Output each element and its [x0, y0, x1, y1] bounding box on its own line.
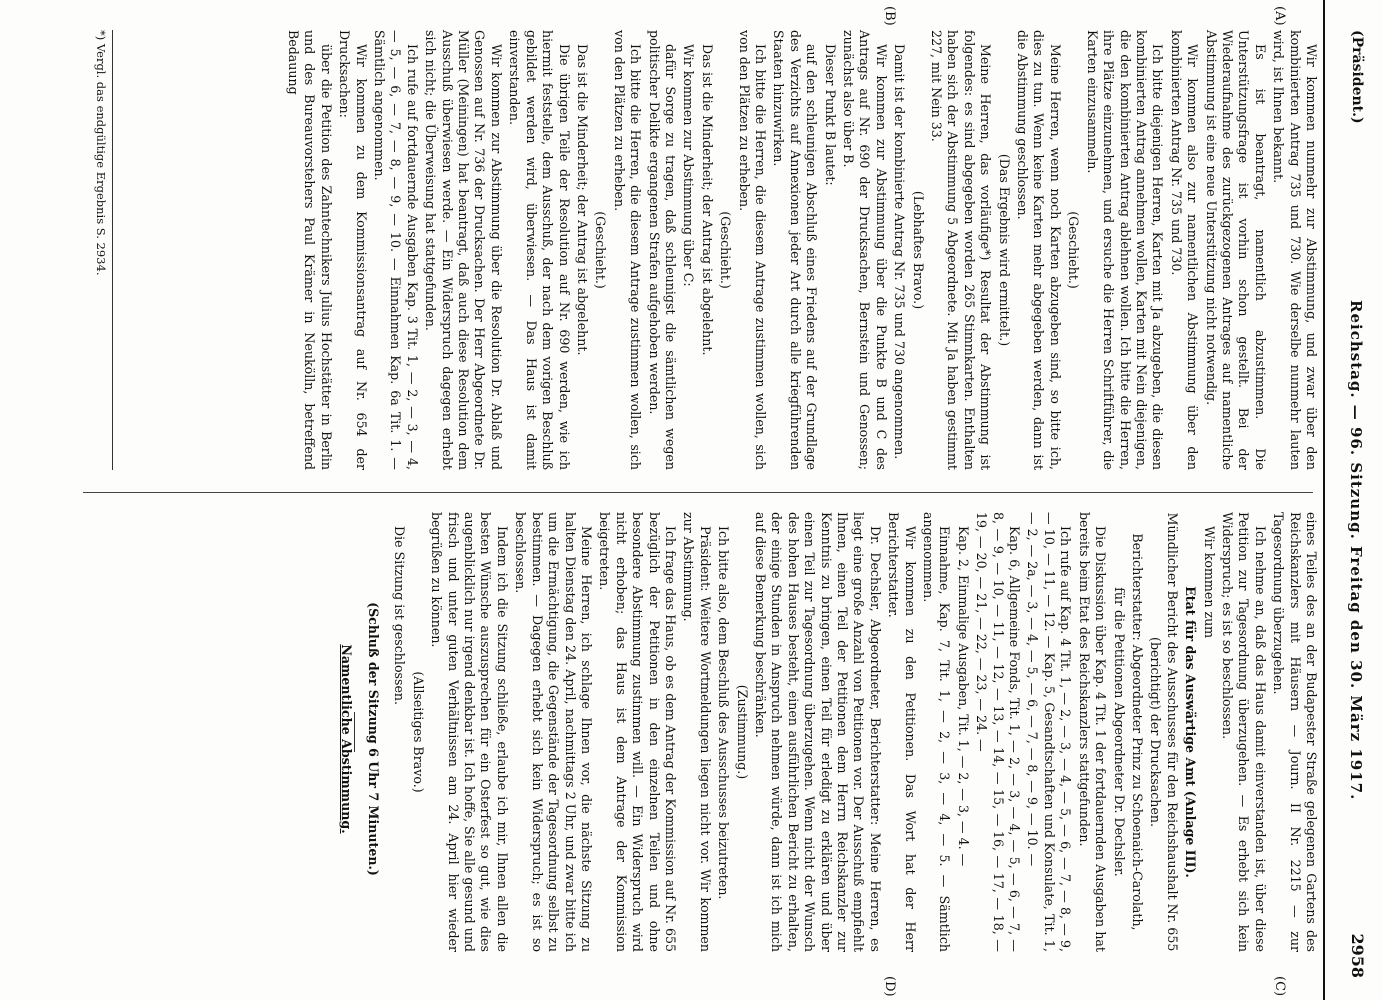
footnote: *) Vergl. das endgültige Ergebnis S. 2934.	[94, 30, 113, 470]
right-column-paragraph: Indem ich die Sitzung schließe, erlaube ich mir, Ihnen allen die besten Wünsche auszusprechen für ein Osterfest so gut, wie dies augenblicklich nur irgend denkbar ist. Ich hoffe, Sie alle gesund und frisch und unter guten Verhältnissen am 24. April hier wieder begrüßen zu können.	[429, 512, 510, 952]
left-column-paragraph: auf den schleunigen Abschluß eines Friedens auf der Grundlage des Verzichts auf Annexionen jeder Art durch alle kriegführenden Staaten hinzuwirken.	[771, 30, 820, 470]
left-column-paragraph: Damit ist der kombinierte Antrag Nr. 735 und 730 angenommen.	[892, 44, 908, 460]
margin-marker-b: (B)	[882, 6, 897, 26]
right-column-paragraph: Die Sitzung ist geschlossen.	[392, 526, 408, 706]
right-column-paragraph: Wir kommen zum	[1201, 526, 1217, 639]
right-column-paragraph: Kap. 6, Allgemeine Fonds, Tit. 1, — 2, — 3, — 4, — 5, — 6, — 7, — 8, — 9, — 10, — 11, — 12, — 13, — 14, — 15, — 16, — 17, — 18, — 19, — 20, — 21, — 22, — 23, — 24. —	[974, 512, 1023, 952]
left-column-paragraph: über die Petition des Zahntechnikers Julius Hochstätter in Berlin und des Bureauvorstehers Paul Krämer in Neukölln, betreffend Bedauung	[286, 30, 334, 470]
left-column-paragraph: dafür Sorge zu tragen, daß schleunigst die sämtlichen wegen politischer Delikte ergangenen Strafen aufgehoben werden.	[646, 30, 678, 470]
left-column-paragraph: Ich bitte die Herren, die diesem Antrage zustimmen wollen, sich von den Plätzen zu erheben.	[736, 30, 768, 470]
left-column-paragraph: (Lebhaftes Bravo.)	[910, 190, 926, 310]
right-column-paragraph: Ich bitte also, dem Beschluß des Ausschusses beizutreten.	[716, 526, 732, 900]
section-rule	[354, 712, 355, 752]
left-column-paragraph: (Geschieht.)	[718, 211, 734, 289]
right-column-paragraph: eines Teiles des an der Budapester Straße gelegenen Gartens des Reichskanzlers mit Häusern — Journ. II Nr. 2215 — zur Tagesordnung überzugehen.	[1271, 512, 1319, 952]
left-column-paragraph: Wir kommen also zur namentlichen Abstimmung über den kombinierten Antrag Nr. 735 und 730.	[1168, 30, 1201, 470]
right-column-paragraph: Ich nehme an, daß das Haus damit einverstanden ist, über diese Petition zur Tagesordnung überzugehen. — Es erhebt sich kein Widerspruch; es ist so beschlossen.	[1219, 512, 1268, 952]
namentliche-heading: Namentliche Abstimmung.	[338, 644, 354, 834]
right-column-paragraph: Mündlicher Bericht des Ausschusses für den Reichshaushalt Nr. 655 (berichtigt) der Drucksachen.	[1148, 512, 1180, 952]
page-header	[1323, 0, 1383, 1000]
right-column-paragraph: Kap. 2, Einmalige Ausgaben, Tit. 1, — 2, — 3, — 4. —	[955, 526, 971, 867]
left-column-paragraph: Wir kommen zu dem Kommissionsantrag auf Nr. 654 der Drucksachen:	[337, 30, 369, 470]
right-column-paragraph: Ich rufe auf Kap. 4 Tit. 1, — 2, — 3, — 4, — 5, — 6, — 7, — 8, — 9, — 10, — 11, — 12. — Kap. 5, Gesandtschaften und Konsulate, Tit. 1, — 2, — 2a, — 3, — 4, — 5, — 6, — 7, — 8, — 9, — 10. —	[1025, 512, 1074, 952]
right-column-paragraph: (Zustimmung.)	[734, 684, 750, 780]
column-divider	[83, 492, 1313, 493]
right-column	[335, 512, 1319, 952]
left-column-paragraph: Meine Herren, wenn noch Karten abzugeben sind, so bitte ich, dies zu tun. Wenn keine Karten mehr abgegeben werden, dann ist die Abstimmung geschlossen.	[1015, 30, 1063, 470]
right-column-paragraph: Einnahme, Kap. 7, Tit. 1, — 2, — 3, — 4, — 5. — Sämtlich angenommen.	[921, 512, 953, 952]
left-column-paragraph: Wir kommen zur Abstimmung über die Resolution Dr. Ablaß und Genossen auf Nr. 736 der Drucksachen. Der Herr Abgeordnete Dr. Müller (Meiningen) hat beantragt, daß auch diese Resolution dem Ausschuß überwiesen werde. — Ein Widerspruch dagegen erhebt sich nicht; die Überweisung hat stattgefunden.	[423, 30, 504, 470]
header-title: Reichstag. — 96. Sitzung. Freitag den 30. März 1917.	[1347, 300, 1365, 801]
left-column-paragraph: (Geschieht.)	[1066, 211, 1082, 289]
left-column-paragraph: Wir kommen zur Abstimmung über die Punkte B und C des Antrags auf Nr. 690 der Drucksachen, Bernstein und Genossen; zunächst also über B.	[841, 30, 889, 470]
right-column-paragraph: Präsident: Weitere Wortmeldungen liegen nicht vor. Wir kommen zur Abstimmung.	[681, 512, 713, 952]
left-column-paragraph: (Geschieht.)	[593, 211, 609, 289]
margin-marker-a: (A)	[1272, 6, 1287, 26]
left-column-paragraph: Wir kommen zur Abstimmung über C:	[681, 44, 697, 287]
page-number: 2958	[1348, 933, 1367, 978]
left-column-paragraph: Ich bitte die Herren, die diesem Antrage zustimmen wollen, sich von den Plätzen zu erheben.	[611, 30, 644, 470]
right-column-paragraph: Meine Herren, ich schlage Ihnen vor, die nächste Sitzung zu halten Dienstag den 24. April, nachmittags 2 Uhr, und zwar bitte ich um die Ermächtigung, die Gegenstände der Tagesordnung selbst zu bestimmen. — Dagegen erhebt sich kein Widerspruch; es ist so beschlossen.	[513, 512, 594, 952]
left-column-paragraph: Das ist die Minderheit; der Antrag ist abgelehnt.	[574, 44, 590, 356]
left-column-paragraph: Es ist beantragt, namentlich abzustimmen. Die Unterstützungsfrage ist vorhin schon gestellt. Bei der Wiederaufnahme des zurückgezogenen Antrages auf namentliche Abstimmung ist eine neue Unterstützung nicht notwendig.	[1203, 30, 1268, 470]
right-column-paragraph: Die Diskussion über Kap. 4 Tit. 1 der fortdauernden Ausgaben hat bereits beim Etat des Reichskanzlers stattgefunden.	[1076, 512, 1109, 952]
margin-marker-c: (C)	[1272, 976, 1287, 997]
left-column-paragraph: Wir kommen nunmehr zur Abstimmung, und zwar über den kombinierten Antrag 735 und 730. Wie derselbe nunmehr lauten wird, ist Ihnen bekannt.	[1271, 30, 1319, 470]
left-column-paragraph: Meine Herren, das vorläufige*) Resultat der Abstimmung ist folgendes: es sind abgegeben worden 265 Stimmkarten. Enthalten haben sich der Abstimmung 5 Abgeordnete. Mit Ja haben gestimmt 227, mit Nein 33.	[929, 30, 994, 470]
left-column	[283, 30, 1319, 470]
right-column-paragraph: (Allseitiges Bravo.)	[410, 671, 426, 793]
left-column-paragraph: Ich bitte diejenigen Herren, Karten mit Ja abzugeben, die diesen kombinierten Antrag annehmen wollen, Karten mit Nein diejenigen, die den kombinierten Antrag ablehnen wollen. Ich bitte die Herren, ihre Plätze einzunehmen, und ersuche die Herren Schriftführer, die Karten einzusammeln.	[1084, 30, 1166, 470]
margin-marker-d: (D)	[882, 976, 897, 997]
left-column-paragraph: Die übrigen Teile der Resolution auf Nr. 690 werden, wie ich hiermit feststelle, dem Ausschuß, der nach dem vorigen Beschluß gebildet werden wird, überwiesen. — Das Haus ist damit einverstanden.	[507, 30, 572, 470]
right-column-paragraph: Berichterstatter: Abgeordneter Prinz zu Schoenaich-Carolath,	[1129, 533, 1145, 931]
right-column-paragraph: Etat für das Auswärtige Amt (Anlage III).	[1183, 586, 1199, 878]
right-column-paragraph: für die Petitionen Abgeordneter Dr. Dechsler.	[1111, 587, 1127, 877]
left-column-paragraph: (Das Ergebnis wird ermittelt.)	[996, 153, 1012, 347]
right-column-paragraph: Dr. Dechsler, Abgeordneter, Berichterstatter: Meine Herren, es liegt eine große Anzahl von Petitionen vor. Der Ausschuß empfiehlt Ihnen, einen Teil der Petitionen dem Herrn Reichskanzler zur Kenntnis zu bringen, einen Teil für erledigt zu erklären und über einen Teil zur Tagesordnung überzugehen. Wenn nicht der Wunsch des hohen Hauses besteht, einen ausführlichen Bericht zu erhalten, der einige Stunden in Anspruch nehmen würde, dann ist ich mich auf diese Bemerkung beschränken.	[753, 512, 883, 952]
left-column-paragraph: Ich rufe auf fortdauernde Ausgaben Kap. 3 Tit. 1, — 2, — 3, — 4, — 5, — 6, — 7, — 8, — 9, — 10. — Einnahmen Kap. 6a Tit. 1. — Sämtlich angenommen.	[372, 30, 420, 470]
right-column-paragraph: Ich frage das Haus, ob es dem Antrag der Kommission auf Nr. 655 bezüglich der Petitionen in den einzelnen Teilen und ohne besondere Abstimmung zustimmen will. — Ein Widerspruch wird nicht erhoben; das Haus ist dem Antrage der Kommission beigetreten.	[597, 512, 678, 952]
left-column-paragraph: Das ist die Minderheit; der Antrag ist abgelehnt.	[699, 44, 715, 356]
header-speaker: (Präsident.)	[1349, 30, 1365, 124]
session-closing: (Schluß der Sitzung 6 Uhr 7 Minuten.)	[366, 602, 382, 876]
left-column-paragraph: Dieser Punkt B lautet:	[822, 44, 838, 186]
right-column-paragraph: Wir kommen zu den Petitionen. Das Wort hat der Herr Berichterstatter.	[886, 512, 918, 952]
